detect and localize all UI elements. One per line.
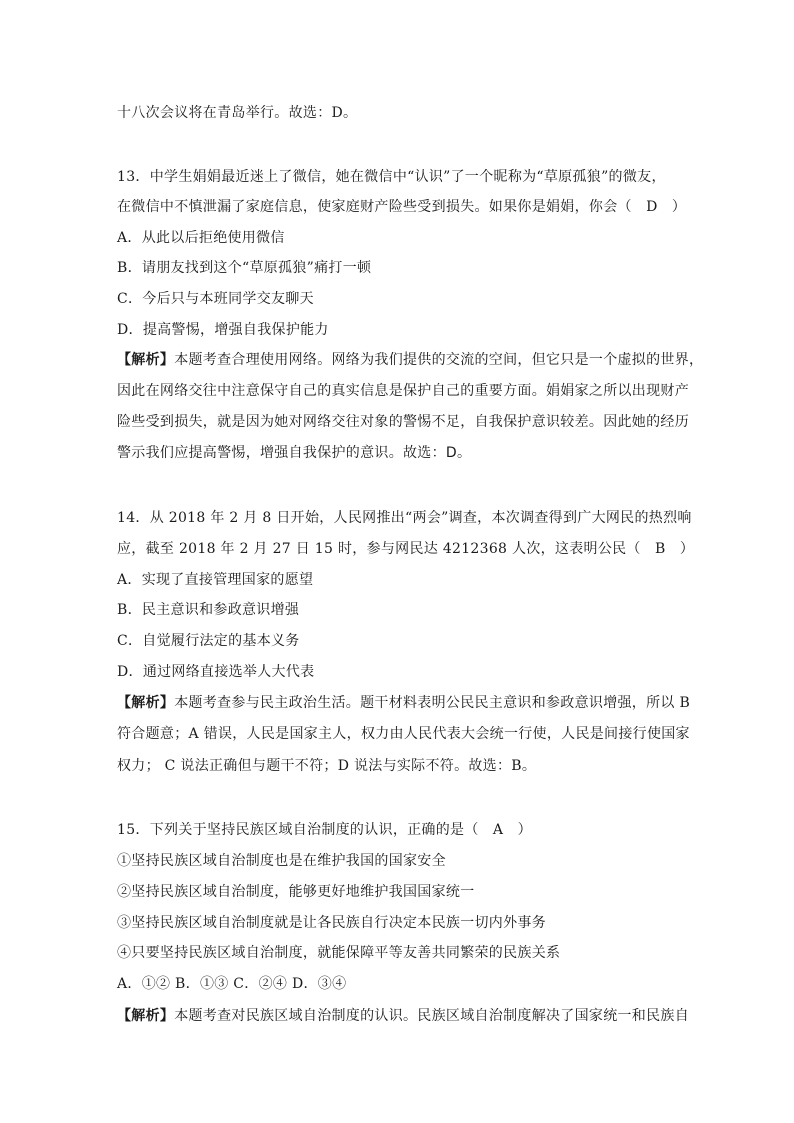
question-15-options: A．①② B．①③ C．②④ D．③④ <box>117 976 347 992</box>
analysis-text: 符合题意；A 错误，人民是国家主人，权力由人民代表大会统一行使，人民是间接行使国家 <box>117 726 690 742</box>
analysis-tag: 【解析】 <box>117 352 175 368</box>
question-14-analysis <box>117 693 690 713</box>
analysis-tag: 【解析】 <box>117 695 175 711</box>
question-13-option-d: D．提高警惕，增强自我保护能力 <box>117 322 329 338</box>
question-15-stem: 15．下列关于坚持民族区域自治制度的认识，正确的是（ A ） <box>117 822 532 838</box>
analysis-text: 警示我们应提高警惕，增强自我保护的意识。故选：D。 <box>117 445 472 461</box>
question-13-analysis <box>117 350 703 370</box>
question-15-item-4: ④只要坚持民族区域自治制度，就能保障平等友善共同繁荣的民族关系 <box>117 945 561 961</box>
question-15-analysis <box>117 1006 689 1026</box>
question-14-option-d: D．通过网络直接选举人大代表 <box>117 664 315 680</box>
question-13-stem: 13．中学生娟娟最近迷上了微信，她在微信中“认识”了一个昵称为“草原孤狼”的微友， <box>117 169 666 185</box>
analysis-text: 险些受到损失，就是因为她对网络交往对象的警惕不足，自我保护意识较差。因此她的经历 <box>117 414 689 430</box>
question-14-option-a: A．实现了直接管理国家的愿望 <box>117 572 314 588</box>
text-line: 十八次会议将在青岛举行。故选：D。 <box>117 105 358 121</box>
analysis-text: 权力； C 说法正确但与题干不符；D 说法与实际不符。故选：B。 <box>117 758 537 774</box>
analysis-tag: 【解析】 <box>117 1008 175 1024</box>
analysis-text: 本题考查参与民主政治生活。题干材料表明公民民主意识和参政意识增强，所以 B <box>174 695 691 711</box>
analysis-text: 本题考查合理使用网络。网络为我们提供的交流的空间，但它只是一个虚拟的世界， <box>174 352 704 368</box>
analysis-text: 因此在网络交往中注意保守自己的真实信息是保护自己的重要方面。娟娟家之所以出现财产 <box>117 383 689 399</box>
question-14-stem: 14．从 2018 年 2 月 8 日开始，人民网推出“两会”调查，本次调查得到广大网民的热烈响 <box>117 510 692 526</box>
question-13-option-a: A．从此以后拒绝使用微信 <box>117 230 285 246</box>
question-13-option-b: B．请朋友找到这个“草原孤狼”痛打一顿 <box>117 260 372 276</box>
question-15-item-3: ③坚持民族区域自治制度就是让各民族自行决定本民族一切内外事务 <box>117 915 546 931</box>
question-13-stem-cont: 在微信中不慎泄漏了家庭信息，使家庭财产险些受到损失。如果你是娟娟，你会（ D ） <box>117 199 687 215</box>
question-14-option-c: C．自觉履行法定的基本义务 <box>117 633 300 649</box>
question-14-stem-cont: 应，截至 2018 年 2 月 27 日 15 时，参与网民达 4212368 人次，这表明公民（ B ） <box>117 541 695 557</box>
question-13-option-c: C．今后只与本班同学交友聊天 <box>117 291 314 307</box>
question-14-option-b: B．民主意识和参政意识增强 <box>117 602 300 618</box>
analysis-text: 本题考查对民族区域自治制度的认识。民族区域自治制度解决了国家统一和民族自 <box>174 1008 690 1024</box>
question-15-item-2: ②坚持民族区域自治制度，能够更好地维护我国国家统一 <box>117 884 475 900</box>
question-15-item-1: ①坚持民族区域自治制度也是在维护我国的国家安全 <box>117 853 446 869</box>
